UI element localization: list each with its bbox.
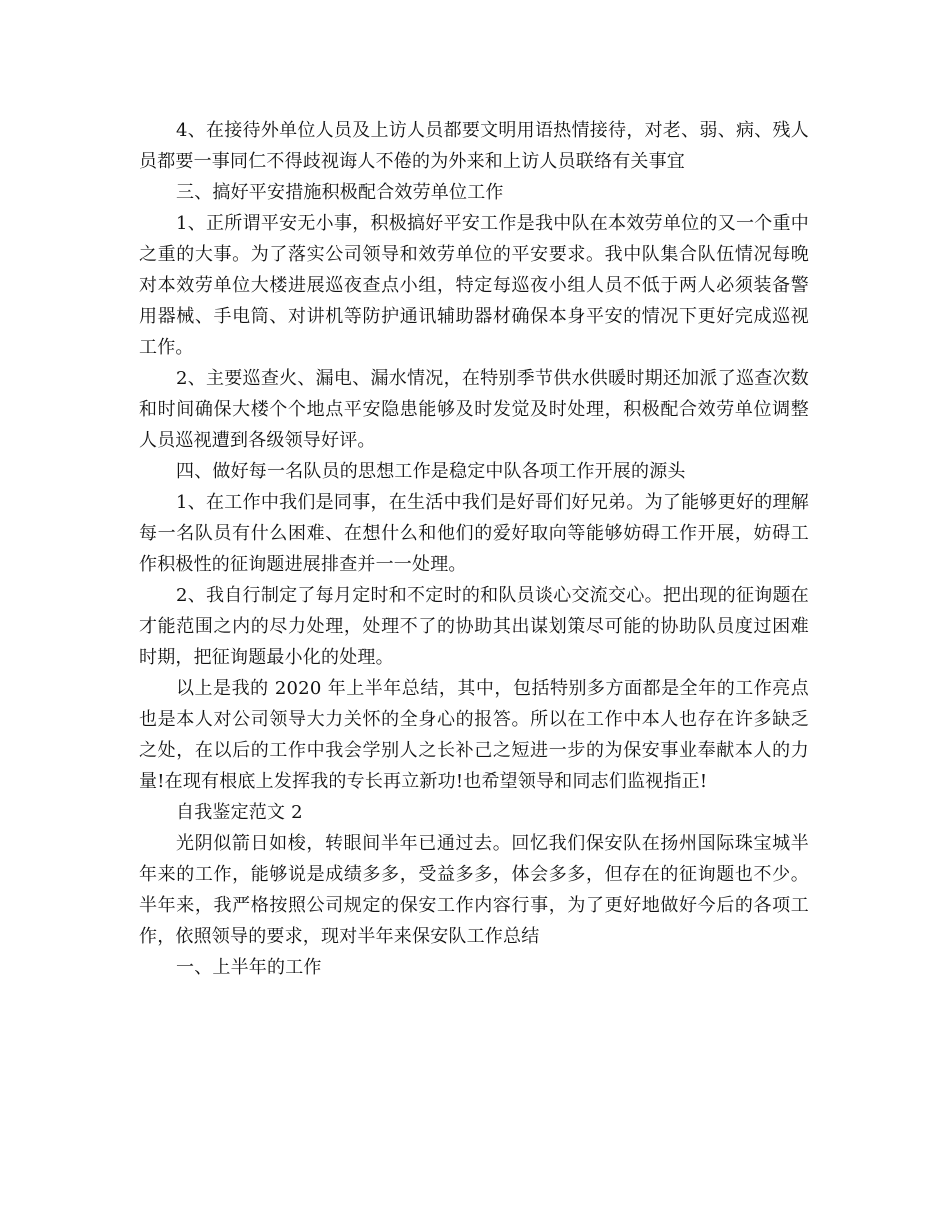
document-body xyxy=(139,115,809,983)
paragraph-half-year-review: 光阴似箭日如梭，转眼间半年已通过去。回忆我们保安队在扬州国际珠宝城半年来的工作，能够说是成绩多多，受益多多，体会多多，但存在的征询题也不少。半年来，我严格按照公司规定的保安工作内容行事，为了更好地做好今后的各项工作，依照领导的要求，现对半年来保安队工作总结 xyxy=(139,833,809,947)
section-heading-team-morale: 四、做好每一名队员的思想工作是稳定中队各项工作开展的源头 xyxy=(176,461,686,482)
paragraph-reception-rule: 4、在接待外单位人员及上访人员都要文明用语热情接待，对老、弱、病、残人员都要一事同仁不得歧视诲人不倦的为外来和上访人员联络有关事宜 xyxy=(139,120,809,172)
section-heading-sample-2: 自我鉴定范文 2 xyxy=(176,802,303,823)
paragraph-summary: 以上是我的 2020 年上半年总结，其中，包括特别多方面都是全年的工作亮点也是本人对公司领导大力关怀的全身心的报答。所以在工作中本人也存在许多缺乏之处，在以后的工作中我会学别人之长补己之短进一步的为保安事业奉献本人的力量!在现有根底上发挥我的专长再立新功!也希望领导和同志们监视指正! xyxy=(139,678,809,792)
paragraph-inspection: 2、主要巡查火、漏电、漏水情况，在特别季节供水供暖时期还加派了巡查次数和时间确保大楼个个地点平安隐患能够及时发觉及时处理，积极配合效劳单位调整人员巡视遭到各级领导好评。 xyxy=(139,368,809,451)
paragraph-night-patrol: 1、正所谓平安无小事，积极搞好平安工作是我中队在本效劳单位的又一个重中之重的大事。为了落实公司领导和效劳单位的平安要求。我中队集合队伍情况每晚对本效劳单位大楼进展巡夜查点小组，特定每巡夜小组人员不低于两人必须装备警用器械、手电筒、对讲机等防护通讯辅助器材确保本身平安的情况下更好完成巡视工作。 xyxy=(139,213,809,358)
paragraph-heart-to-heart: 2、我自行制定了每月定时和不定时的和队员谈心交流交心。把出现的征询题在才能范围之内的尽力处理，处理不了的协助其出谋划策尽可能的协助队员度过困难时期，把征询题最小化的处理。 xyxy=(139,585,809,668)
section-heading-safety: 三、搞好平安措施积极配合效劳单位工作 xyxy=(176,182,504,203)
paragraph-colleagues: 1、在工作中我们是同事，在生活中我们是好哥们好兄弟。为了能够更好的理解每一名队员有什么困难、在想什么和他们的爱好取向等能够妨碍工作开展，妨碍工作积极性的征询题进展排查并一一处理。 xyxy=(139,492,809,575)
section-heading-first-half-work: 一、上半年的工作 xyxy=(176,957,322,978)
